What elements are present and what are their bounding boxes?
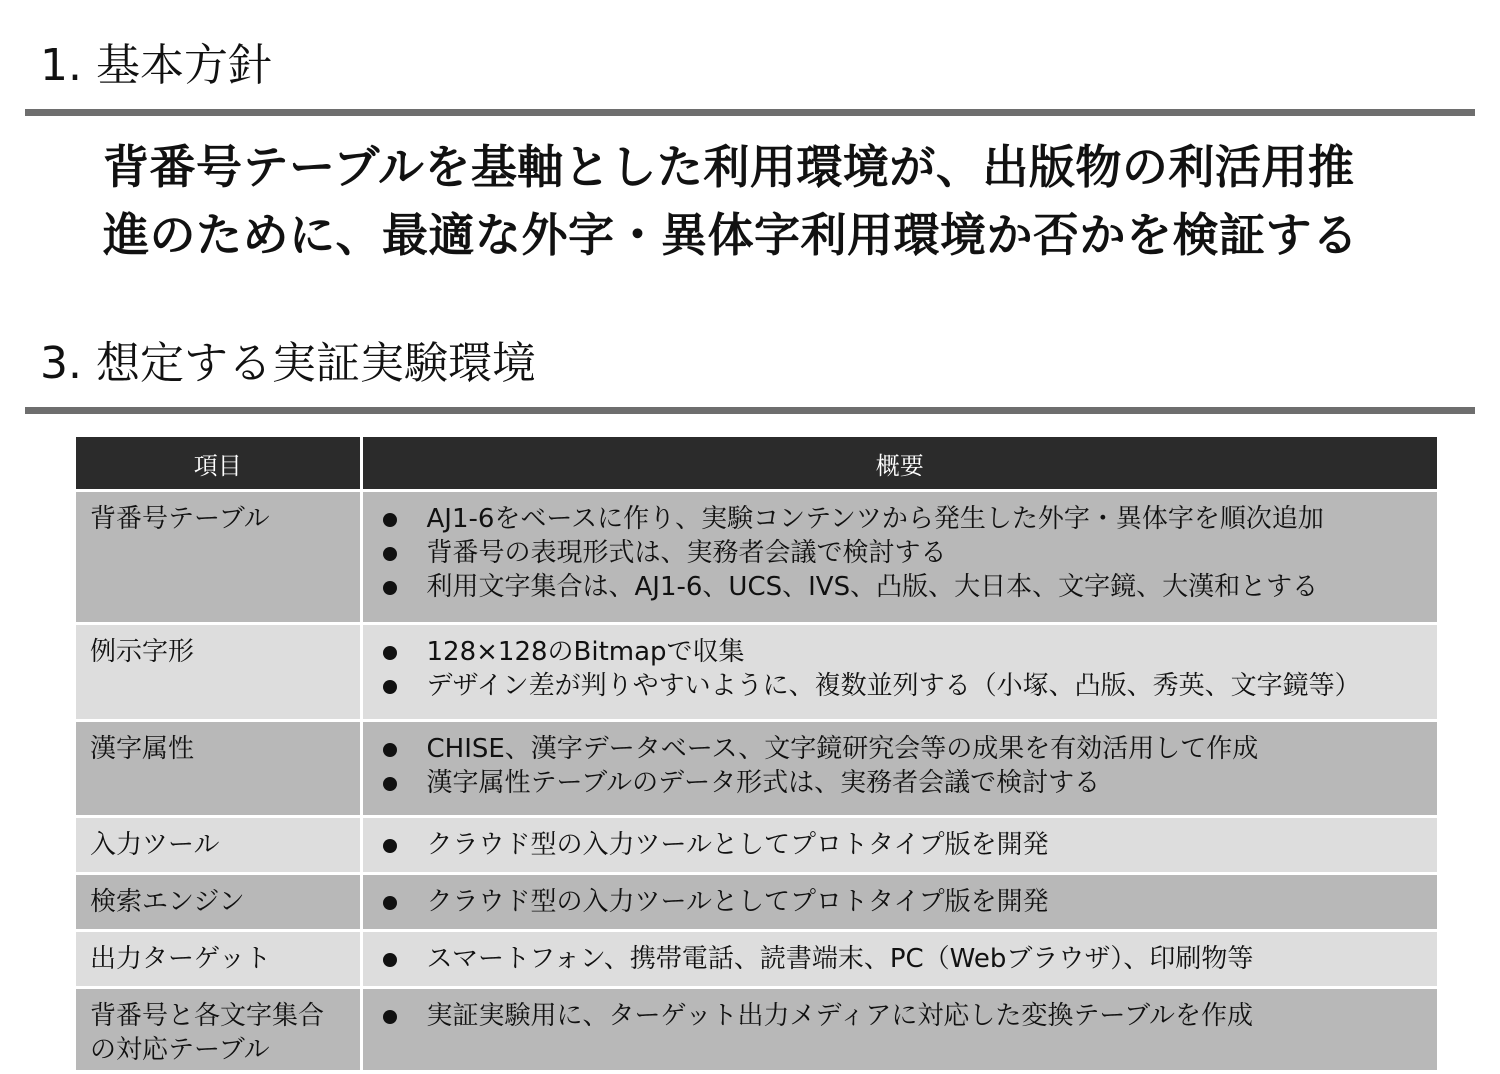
summary-point: 実証実験用に、ターゲット出力メディアに対応した変換テーブルを作成: [383, 999, 1424, 1033]
policy-line-2: 進のために、最適な外字・異体字利用環境か否かを検証する: [103, 208, 1359, 262]
row-item: 入力ツール: [76, 817, 361, 874]
row-summary: [361, 931, 1437, 988]
summary-point: CHISE、漢字データベース、文字鏡研究会等の成果を有効活用して作成: [383, 732, 1424, 766]
summary-point: 漢字属性テーブルのデータ形式は、実務者会議で検討する: [383, 766, 1424, 800]
table-row: [76, 817, 1437, 874]
policy-line-1: 背番号テーブルを基軸とした利用環境が、出版物の利活用推: [103, 140, 1355, 194]
row-summary: [361, 817, 1437, 874]
table-row: [76, 988, 1437, 1070]
bullet-icon: [383, 547, 397, 561]
bullet-icon: [383, 743, 397, 757]
section3-divider: [25, 407, 1475, 414]
summary-point: クラウド型の入力ツールとしてプロトタイプ版を開発: [383, 828, 1424, 862]
table-row: [76, 721, 1437, 817]
section3-heading: 3. 想定する実証実験環境: [40, 338, 536, 389]
table-row: [76, 931, 1437, 988]
environment-table: [76, 437, 1437, 1070]
bullet-icon: [383, 680, 397, 694]
table-header-row: [76, 437, 1437, 491]
row-item: 漢字属性: [76, 721, 361, 817]
header-summary: 概要: [361, 437, 1437, 491]
row-summary: [361, 491, 1437, 624]
table-row: [76, 624, 1437, 721]
summary-point: クラウド型の入力ツールとしてプロトタイプ版を開発: [383, 885, 1424, 919]
bullet-icon: [383, 1010, 397, 1024]
table-row: [76, 491, 1437, 624]
summary-point: 128×128のBitmapで収集: [383, 635, 1424, 669]
bullet-icon: [383, 513, 397, 527]
header-item: 項目: [76, 437, 361, 491]
summary-point: AJ1-6をベースに作り、実験コンテンツから発生した外字・異体字を順次追加: [383, 502, 1424, 536]
row-item: 検索エンジン: [76, 874, 361, 931]
row-summary: [361, 874, 1437, 931]
summary-point: スマートフォン、携帯電話、読書端末、PC（Webブラウザ）、印刷物等: [383, 942, 1424, 976]
row-summary: [361, 988, 1437, 1070]
summary-point: デザイン差が判りやすいように、複数並列する（小塚、凸版、秀英、文字鏡等）: [383, 669, 1424, 703]
bullet-icon: [383, 953, 397, 967]
row-item: 出力ターゲット: [76, 931, 361, 988]
bullet-icon: [383, 839, 397, 853]
bullet-icon: [383, 777, 397, 791]
row-item: 背番号テーブル: [76, 491, 361, 624]
bullet-icon: [383, 581, 397, 595]
section1-heading: 1. 基本方針: [40, 40, 272, 91]
summary-point: 背番号の表現形式は、実務者会議で検討する: [383, 536, 1424, 570]
summary-point: 利用文字集合は、AJ1-6、UCS、IVS、凸版、大日本、文字鏡、大漢和とする: [383, 570, 1424, 604]
table-row: [76, 874, 1437, 931]
section1-divider: [25, 109, 1475, 116]
row-item: 背番号と各文字集合の対応テーブル: [76, 988, 361, 1070]
row-summary: [361, 721, 1437, 817]
row-item: 例示字形: [76, 624, 361, 721]
row-summary: [361, 624, 1437, 721]
bullet-icon: [383, 646, 397, 660]
bullet-icon: [383, 896, 397, 910]
